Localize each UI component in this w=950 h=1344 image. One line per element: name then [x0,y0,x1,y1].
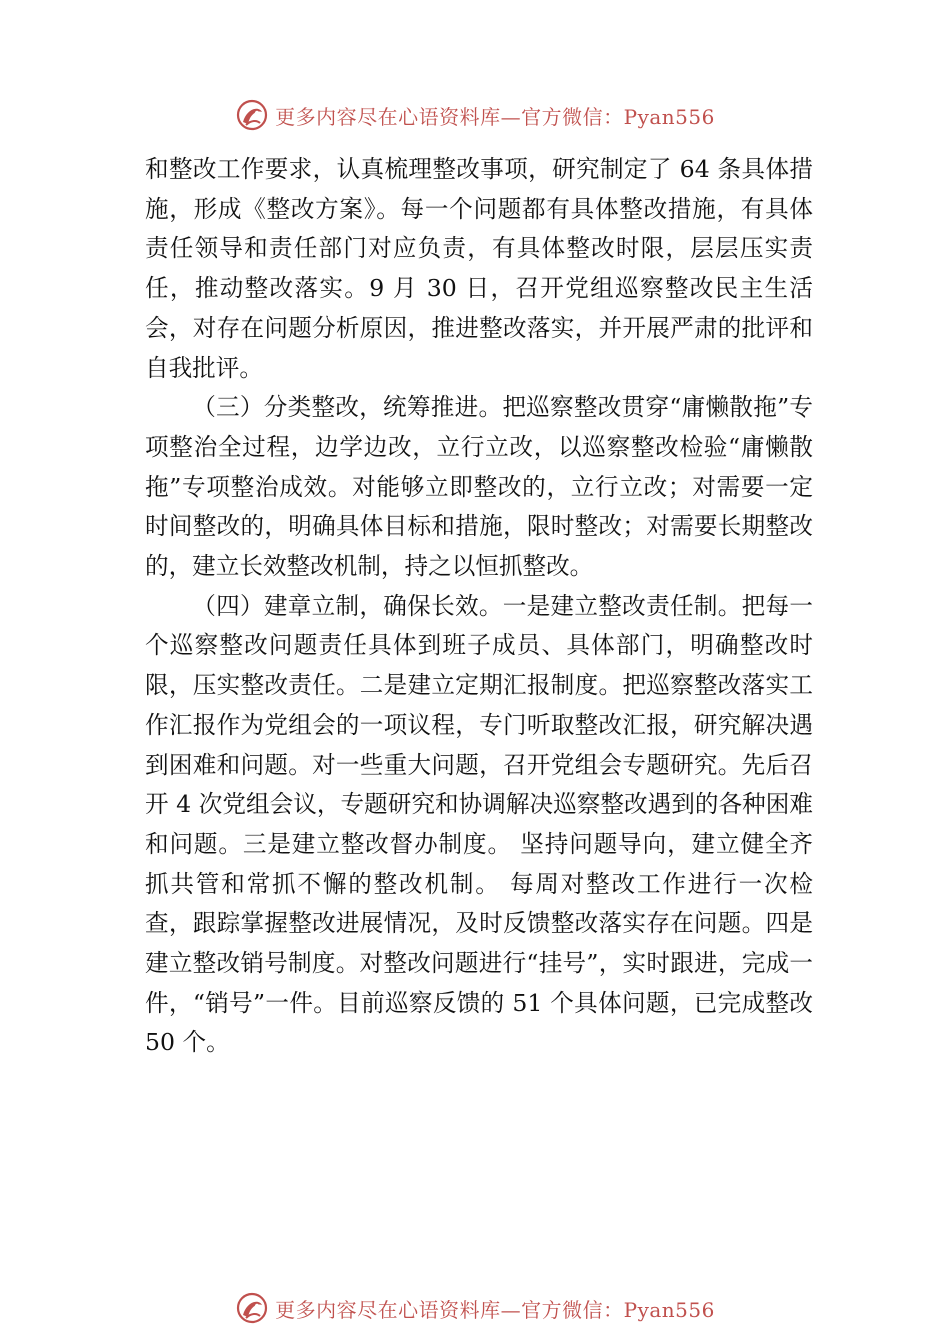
header-banner [0,95,950,135]
header-banner-text: 更多内容尽在心语资料库—官方微信：Pyan556 [275,104,715,129]
paragraph-continuation: 和整改工作要求，认真梳理整改事项，研究制定了 64 条具体措施，形成《整改方案》。每一个问题都有具体整改措施，有具体责任领导和责任部门对应负责，有具体整改时限，层层压实责任，推动整改落实。9 月 30 日，召开党组巡察整改民主生活会，对存在问题分析原因，推进整改落实，并开展严肃的批评和自我批评。 [145,155,813,382]
document-body [145,150,813,1063]
swirl-logo-icon [235,1291,269,1325]
paragraph-section-four: （四）建章立制，确保长效。一是建立整改责任制。把每一个巡察整改问题责任具体到班子成员、具体部门，明确整改时限，压实整改责任。二是建立定期汇报制度。把巡察整改落实工作汇报作为党组会的一项议程，专门听取整改汇报，研究解决遇到困难和问题。对一些重大问题，召开党组会专题研究。先后召开 4 次党组会议，专题研究和协调解决巡察整改遇到的各种困难和问题。三是建立整改督办制度。 坚持问题导向，建立健全齐抓共管和常抓不懈的整改机制。 每周对整改工作进行一次检查，跟踪掌握整改进展情况，及时反馈整改落实存在问题。四是建立整改销号制度。对整改问题进行“挂号”，实时跟进，完成一件，“销号”一件。目前巡察反馈的 51 个具体问题，已完成整改 50 个。 [145,591,813,1057]
swirl-logo-icon [235,98,269,132]
footer-banner [0,1288,950,1328]
footer-banner-text: 更多内容尽在心语资料库—官方微信：Pyan556 [275,1297,715,1322]
paragraph-section-three: （三）分类整改，统筹推进。把巡察整改贯穿“庸懒散拖”专项整治全过程，边学边改，立行立改，以巡察整改检验“庸懒散拖”专项整治成效。对能够立即整改的，立行立改；对需要一定时间整改的，明确具体目标和措施，限时整改；对需要长期整改的，建立长效整改机制，持之以恒抓整改。 [145,393,813,581]
